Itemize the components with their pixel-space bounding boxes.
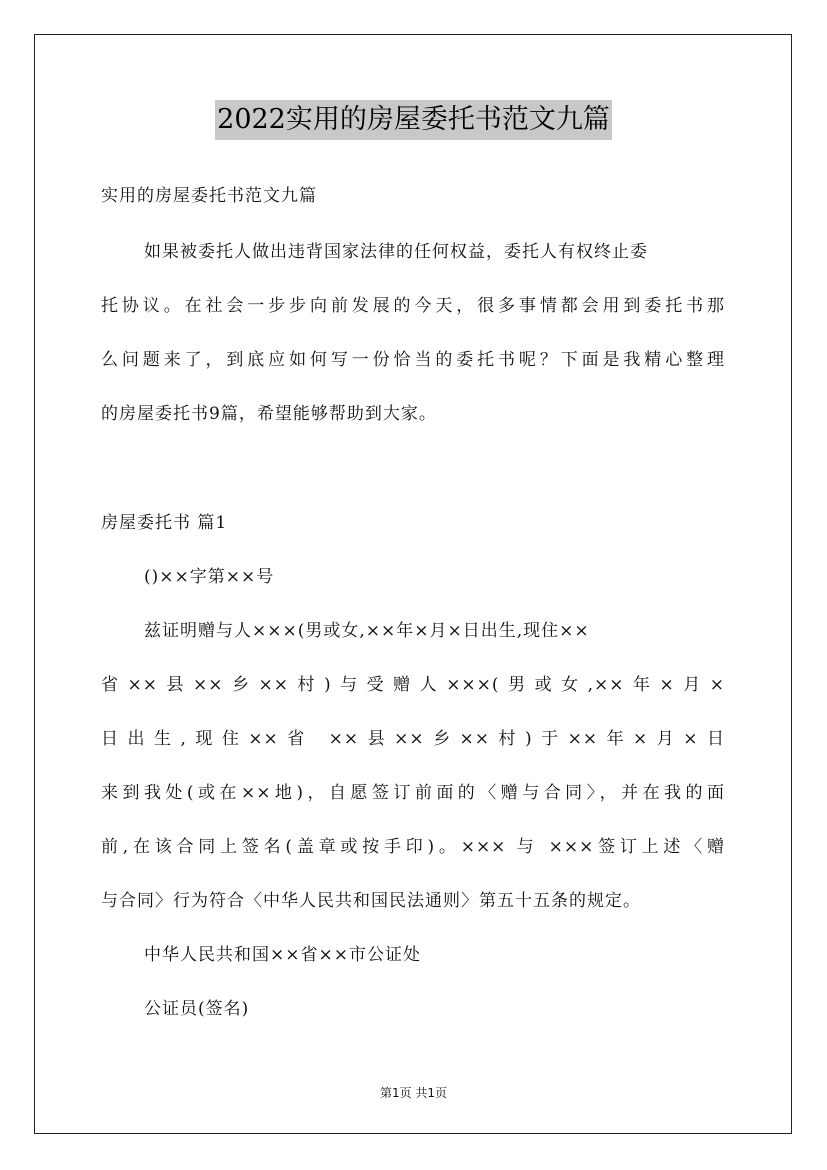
intro-line-4: 的房屋委托书9篇，希望能够帮助到大家。 xyxy=(101,404,437,424)
body-line-2: 省××县××乡××村)与受赠人×××(男或女,××年×月× xyxy=(101,675,725,695)
body-line-6: 与合同〉行为符合〈中华人民共和国民法通则〉第五十五条的规定。 xyxy=(101,891,641,911)
body-line-4: 来到我处(或在××地)，自愿签订前面的〈赠与合同〉，并在我的面 xyxy=(101,783,725,803)
notary-office: 中华人民共和国××省××市公证处 xyxy=(144,945,421,965)
document-title: 2022实用的房屋委托书范文九篇 xyxy=(215,100,612,140)
title-container xyxy=(0,100,827,140)
intro-line-1: 如果被委托人做出违背国家法律的任何权益，委托人有权终止委 xyxy=(144,242,648,262)
body-line-5: 前,在该合同上签名(盖章或按手印)。××× 与 ×××签订上述〈赠 xyxy=(101,837,725,857)
document-subtitle: 实用的房屋委托书范文九篇 xyxy=(101,186,317,206)
section-heading: 房屋委托书 篇1 xyxy=(101,513,228,533)
body-line-3: 日出生,现住××省 ××县××乡××村)于××年×月×日 xyxy=(101,729,725,749)
document-number: ()××字第××号 xyxy=(144,567,275,587)
intro-line-3: 么问题来了，到底应如何写一份恰当的委托书呢？下面是我精心整理 xyxy=(101,350,725,370)
page-footer: 第1页 共1页 xyxy=(379,1086,448,1100)
body-line-1: 兹证明赠与人×××(男或女,××年×月×日出生,现住×× xyxy=(144,621,590,641)
intro-line-2: 托协议。在社会一步步向前发展的今天，很多事情都会用到委托书那 xyxy=(101,296,725,316)
notary-signature: 公证员(签名) xyxy=(144,999,250,1019)
